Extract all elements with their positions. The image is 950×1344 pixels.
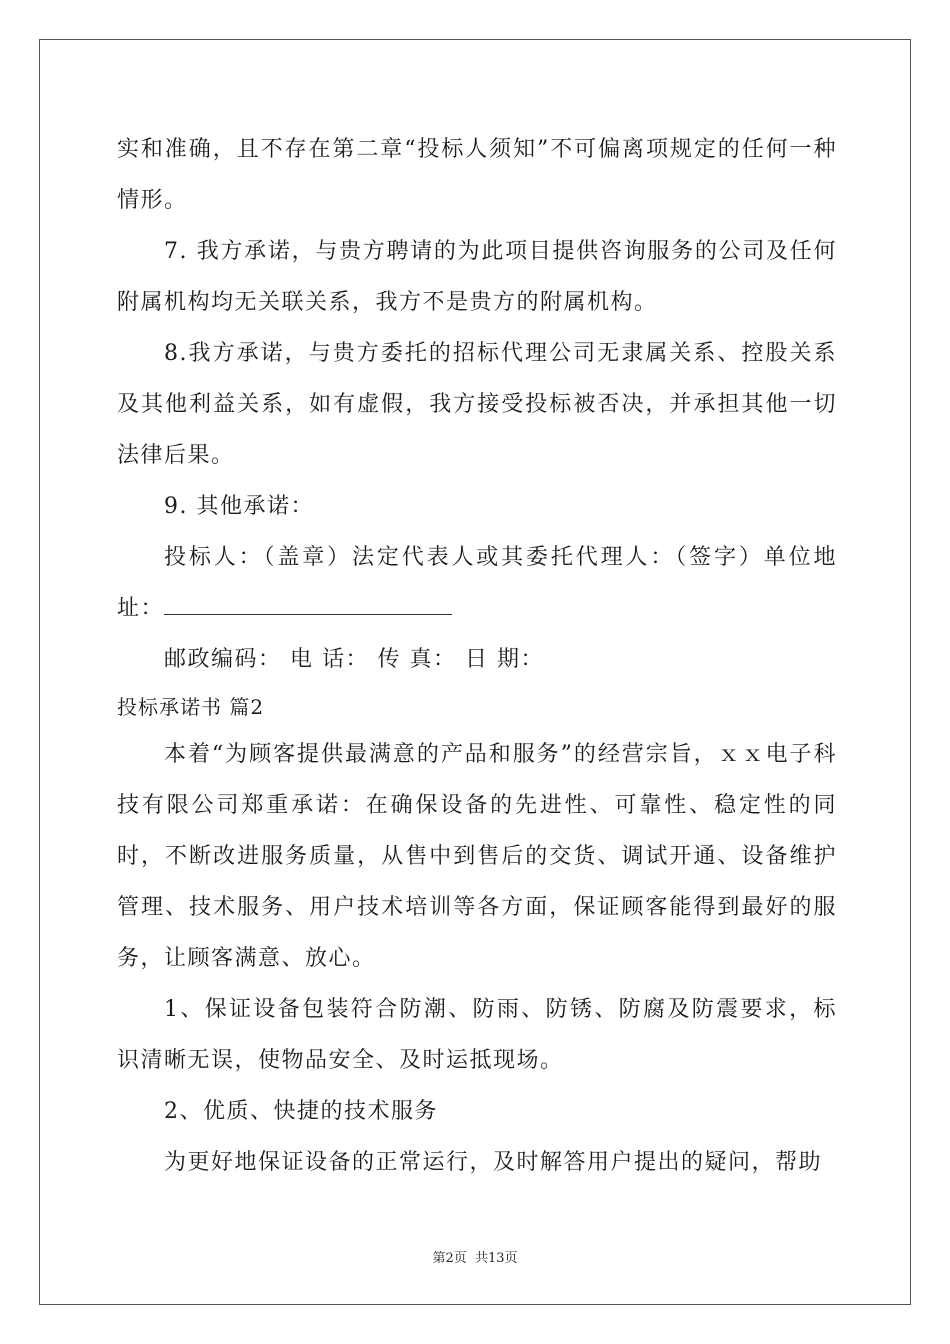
paragraph-intro: 本着“为顾客提供最满意的产品和服务”的经营宗旨，ｘｘ电子科技有限公司郑重承诺：在确保设备的先进性、可靠性、稳定性的同时，不断改进服务质量，从售中到售后的交货、调试开通、设备维护管理、技术服务、用户技术培训等各方面，保证顾客能得到最好的服务，让顾客满意、放心。 bbox=[117, 742, 837, 971]
paragraph-point-1: 1、保证设备包装符合防潮、防雨、防锈、防腐及防震要求，标识清晰无误，使物品安全、及时运抵现场。 bbox=[117, 997, 837, 1073]
page-total: 共13页 bbox=[474, 1251, 518, 1266]
paragraph-point-2: 2、优质、快捷的技术服务 bbox=[164, 1099, 438, 1124]
address-blank bbox=[164, 594, 452, 615]
signature-line-text: 投标人：（盖章）法定代表人或其委托代理人：（签字）单位地址： bbox=[117, 545, 837, 621]
signature-line bbox=[117, 532, 837, 634]
section-heading: 投标承诺书 篇2 bbox=[117, 695, 265, 719]
paragraph-continuation: 实和准确，且不存在第二章“投标人须知”不可偏离项规定的任何一种情形。 bbox=[117, 137, 837, 213]
paragraph-service: 为更好地保证设备的正常运行，及时解答用户提出的疑问，帮助 bbox=[164, 1150, 823, 1175]
contact-line: 邮政编码： 电 话： 传 真： 日 期： bbox=[164, 647, 544, 672]
document-body bbox=[117, 124, 837, 1188]
page-number: 第2页 bbox=[432, 1251, 467, 1266]
paragraph-item-9: 9. 其他承诺： bbox=[164, 494, 314, 519]
page-footer bbox=[0, 1247, 950, 1266]
paragraph-item-8: 8.我方承诺，与贵方委托的招标代理公司无隶属关系、控股关系及其他利益关系，如有虚假，我方接受投标被否决，并承担其他一切法律后果。 bbox=[117, 341, 837, 468]
paragraph-item-7: 7. 我方承诺，与贵方聘请的为此项目提供咨询服务的公司及任何附属机构均无关联关系，我方不是贵方的附属机构。 bbox=[117, 239, 837, 315]
